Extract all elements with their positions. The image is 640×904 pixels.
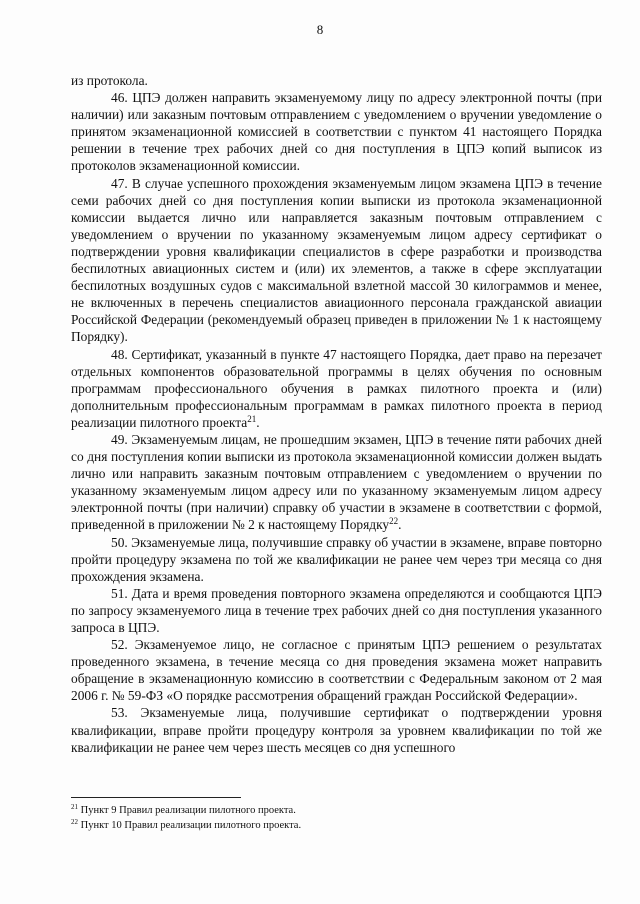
document-body [71,72,602,756]
footnote-21 [71,803,602,818]
footnote-ref-22: 22 [389,516,399,527]
footnote-text-21: Пункт 9 Правил реализации пилотного проекта. [80,805,296,816]
paragraph-46: 46. ЦПЭ должен направить экзаменуемому лицу по адресу электронной почты (при наличии) или заказным почтовым отправлением с уведомлением о вручении уведомление о принятом экзаменационной комиссией в соответствии с пунктом 41 настоящего Порядка решении в течение трех рабочих дней со дня поступления в ЦПЭ копий выписок из протоколов экзаменационной комиссии. [71,90,602,174]
paragraph-49-tail: . [398,517,402,533]
footnote-mark-21: 21 [71,803,78,811]
paragraph-50: 50. Экзаменуемые лица, получившие справку об участии в экзамене, вправе повторно пройти процедуру экзамена по той же квалификации не ранее чем через три месяца со дня прохождения экзамена. [71,534,602,584]
footnote-ref-21: 21 [247,413,257,424]
paragraph-47: 47. В случае успешного прохождения экзаменуемым лицом экзамена ЦПЭ в течение семи рабочих дней со дня поступления копии выписки из протокола экзаменационной комиссии выдается лично или направляется заказным почтовым отправлением с уведомлением о вручении по указанному экзаменуемым лицом адресу сертификат о подтверждении уровня квалификации специалистов в сфере разработки и производства беспилотных авиационных систем и (или) их элементов, а также в сфере эксплуатации беспилотных воздушных судов с максимальной взлетной массой 30 килограммов и менее, не включенных в перечень специалистов авиационного персонала гражданской авиации Российской Федерации (рекомендуемый образец приведен в приложении № 1 к настоящему Порядку). [71,175,602,345]
paragraph-48-text: 48. Сертификат, указанный в пункте 47 настоящего Порядка, дает право на перезачет отдельных компонентов образовательной программы в целях обучения по основным программам профессионального обучения в рамках пилотного проекта и (или) дополнительным профессиональным программам в рамках пилотного проекта в период реализации пилотного проекта [71,346,602,430]
paragraph-53: 53. Экзаменуемые лица, получившие сертификат о подтверждении уровня квалификации, вправе пройти процедуру контроля за уровнем квалификации по той же квалификации не ранее чем через шесть месяцев со дня успешного [71,705,602,755]
paragraph-48-tail: . [256,414,260,430]
footnote-text-22: Пункт 10 Правил реализации пилотного проекта. [80,820,302,831]
paragraph-continuation: из протокола. [71,73,148,88]
footnote-mark-22: 22 [71,818,78,826]
footnote-22 [71,818,602,833]
paragraph-49 [71,431,602,534]
page-number: 8 [316,22,324,37]
paragraph-51: 51. Дата и время проведения повторного экзамена определяются и сообщаются ЦПЭ по запросу экзаменуемого лица в течение трех рабочих дней со дня поступления указанного запроса в ЦПЭ. [71,585,602,635]
footnotes [71,803,602,833]
paragraph-48 [71,346,602,431]
footnote-separator [71,797,241,798]
paragraph-49-text: 49. Экзаменуемым лицам, не прошедшим экзамен, ЦПЭ в течение пяти рабочих дней со дня поступления копии выписки из протокола экзаменационной комиссии должен выдать лично или направить заказным почтовым отправлением с уведомлением о вручении по указанному экзаменуемым лицом адресу или по указанному экзаменуемым лицом адресу электронной почты (при наличии) справку об участии в экзамене в соответствии с формой, приведенной в приложении № 2 к настоящему Порядку [71,431,602,533]
paragraph-52: 52. Экзаменуемое лицо, не согласное с принятым ЦПЭ решением о результатах проведенного экзамена, в течение месяца со дня проведения экзамена может направить обращение в экзаменационную комиссию в соответствии с Федеральным законом от 2 мая 2006 г. № 59-ФЗ «О порядке рассмотрения обращений граждан Российской Федерации». [71,637,602,704]
